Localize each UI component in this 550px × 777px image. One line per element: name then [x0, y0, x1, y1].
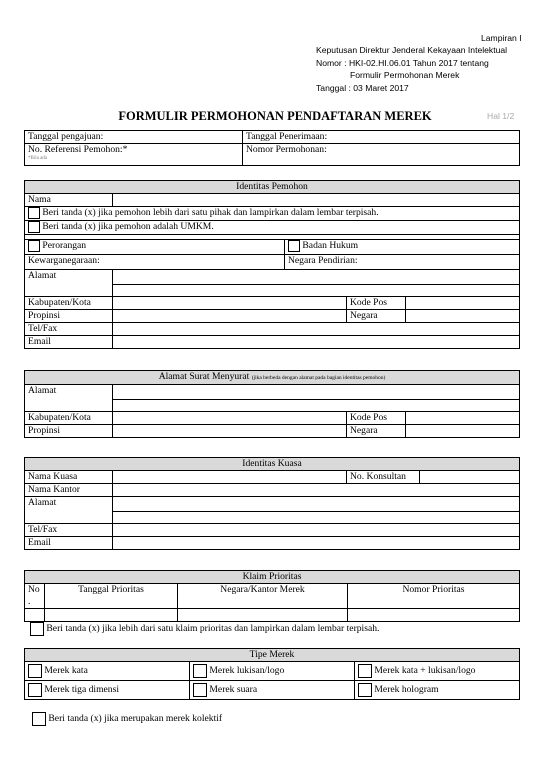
tentang-label: Formulir Permohonan Merek	[350, 70, 460, 80]
merek-hologram-label: Merek hologram	[374, 684, 439, 695]
umkm-checkbox[interactable]	[28, 221, 40, 233]
alamat-surat-heading: Alamat Surat Menyurat	[158, 371, 250, 382]
merek-hologram-checkbox[interactable]	[358, 683, 372, 697]
merek-suara-checkbox[interactable]	[193, 683, 207, 697]
col-no	[25, 584, 45, 609]
merek-kata-label: Merek kata	[44, 665, 88, 676]
merek-kolektif-checkbox[interactable]	[32, 712, 46, 726]
negara-label: Negara	[347, 310, 406, 323]
identitas-pemohon-table	[24, 180, 520, 349]
surat-propinsi-input[interactable]	[113, 425, 347, 438]
identitas-kuasa-table	[24, 457, 520, 550]
surat-alamat-label: Alamat	[25, 385, 113, 412]
alamat-surat-table	[24, 370, 520, 438]
telfax-label: Tel/Fax	[25, 323, 113, 336]
surat-kode-pos-input[interactable]	[406, 412, 520, 425]
surat-kabupaten-label: Kabupaten/Kota	[25, 412, 113, 425]
kuasa-telfax-label: Tel/Fax	[25, 524, 113, 537]
merek-lukisan-checkbox[interactable]	[193, 664, 207, 678]
merek-hologram-option	[355, 681, 520, 700]
merek-suara-label: Merek suara	[209, 684, 258, 695]
col-no-dot: .	[28, 596, 31, 607]
umkm-label: Beri tanda (x) jika pemohon adalah UMKM.	[42, 221, 214, 233]
nama-kantor-label: Nama Kantor	[25, 484, 113, 497]
merek-kolektif-row	[32, 712, 222, 726]
surat-negara-input[interactable]	[406, 425, 520, 438]
no-referensi-field[interactable]	[25, 144, 243, 166]
merek-kata-option	[25, 662, 190, 681]
propinsi-input[interactable]	[113, 310, 347, 323]
negara-pendirian-field[interactable]: Negara Pendirian:	[285, 255, 520, 270]
nama-kuasa-label: Nama Kuasa	[25, 471, 113, 484]
kewarganegaraan-field[interactable]: Kewarganegaraan:	[25, 255, 285, 270]
nama-input[interactable]	[113, 194, 520, 207]
lampiran-label: Lampiran I	[481, 33, 522, 43]
kuasa-telfax-input[interactable]	[113, 524, 520, 537]
alamat-surat-heading-cell	[25, 371, 520, 385]
col-negara-kantor: Negara/Kantor Merek	[178, 584, 348, 609]
merek-kata-lukisan-option	[355, 662, 520, 681]
merek-tiga-dimensi-label: Merek tiga dimensi	[44, 684, 120, 695]
no-konsultan-input[interactable]	[420, 471, 520, 484]
prioritas-nomor-input[interactable]	[348, 609, 520, 622]
badan-hukum-label: Badan Hukum	[302, 240, 359, 252]
badan-hukum-row	[285, 240, 520, 255]
nomor-label: Nomor : HKI-02.HI.06.01 Tahun 2017 tentang	[316, 58, 489, 68]
prioritas-no-input[interactable]	[25, 609, 45, 622]
tanggal-pengajuan-field[interactable]: Tanggal pengajuan:	[25, 131, 243, 144]
nomor-permohonan-field[interactable]: Nomor Permohonan:	[243, 144, 520, 166]
merek-kata-lukisan-checkbox[interactable]	[358, 664, 372, 678]
surat-negara-label: Negara	[347, 425, 406, 438]
multi-prioritas-row	[30, 622, 379, 636]
tanggal-label: Tanggal : 03 Maret 2017	[316, 83, 409, 93]
surat-propinsi-label: Propinsi	[25, 425, 113, 438]
merek-suara-option	[190, 681, 355, 700]
perorangan-label: Perorangan	[42, 240, 87, 252]
identitas-kuasa-heading: Identitas Kuasa	[25, 458, 520, 471]
kuasa-email-input[interactable]	[113, 537, 520, 550]
kuasa-alamat-input-2[interactable]	[113, 512, 520, 524]
merek-tiga-dimensi-checkbox[interactable]	[28, 683, 42, 697]
kuasa-alamat-input-1[interactable]	[113, 497, 520, 512]
kabupaten-input[interactable]	[113, 297, 347, 310]
identitas-pemohon-heading: Identitas Pemohon	[25, 181, 520, 194]
kuasa-alamat-label: Alamat	[25, 497, 113, 524]
merek-lukisan-option	[190, 662, 355, 681]
bila-ada-note: *Bila ada	[28, 156, 48, 161]
multi-pemohon-label: Beri tanda (x) jika pemohon lebih dari satu pihak dan lampirkan dalam lembar terpisah.	[42, 207, 379, 219]
telfax-input[interactable]	[113, 323, 520, 336]
no-referensi-label: No. Referensi Pemohon:*	[28, 144, 128, 155]
form-title: FORMULIR PERMOHONAN PENDAFTARAN MEREK	[118, 109, 432, 123]
multi-pemohon-checkbox[interactable]	[28, 207, 40, 219]
klaim-prioritas-table	[24, 570, 520, 622]
nama-kantor-input[interactable]	[113, 484, 520, 497]
surat-alamat-input-2[interactable]	[113, 400, 520, 412]
page-number: Hal 1/2	[487, 111, 515, 121]
surat-kabupaten-input[interactable]	[113, 412, 347, 425]
umkm-row	[25, 221, 520, 235]
alamat-input-2[interactable]	[113, 285, 520, 297]
alamat-surat-note: (jika berbeda dengan alamat pada bagian identitas pemohon)	[251, 375, 386, 381]
registration-info-table	[24, 130, 520, 166]
kabupaten-label: Kabupaten/Kota	[25, 297, 113, 310]
merek-lukisan-label: Merek lukisan/logo	[209, 665, 285, 676]
alamat-label: Alamat	[25, 270, 113, 297]
email-input[interactable]	[113, 336, 520, 349]
alamat-input-1[interactable]	[113, 270, 520, 285]
tipe-merek-heading: Tipe Merek	[25, 649, 520, 662]
surat-alamat-input-1[interactable]	[113, 385, 520, 400]
multi-prioritas-checkbox[interactable]	[30, 622, 44, 636]
tanggal-penerimaan-field[interactable]: Tanggal Penerimaan:	[243, 131, 520, 144]
perorangan-checkbox[interactable]	[28, 240, 40, 252]
merek-tiga-dimensi-option	[25, 681, 190, 700]
kuasa-email-label: Email	[25, 537, 113, 550]
kode-pos-input[interactable]	[406, 297, 520, 310]
negara-input[interactable]	[406, 310, 520, 323]
keputusan-label: Keputusan Direktur Jenderal Kekayaan Intelektual	[316, 45, 508, 55]
klaim-prioritas-heading: Klaim Prioritas	[25, 571, 520, 584]
propinsi-label: Propinsi	[25, 310, 113, 323]
col-nomor-prioritas: Nomor Prioritas	[348, 584, 520, 609]
no-konsultan-label: No. Konsultan	[347, 471, 420, 484]
multi-pemohon-row	[25, 207, 520, 221]
email-label: Email	[25, 336, 113, 349]
kode-pos-label: Kode Pos	[347, 297, 406, 310]
prioritas-negara-input[interactable]	[178, 609, 348, 622]
tipe-merek-table	[24, 648, 520, 700]
merek-kata-checkbox[interactable]	[28, 664, 42, 678]
col-tanggal-prioritas: Tanggal Prioritas	[45, 584, 178, 609]
perorangan-row	[25, 240, 285, 255]
surat-kode-pos-label: Kode Pos	[347, 412, 406, 425]
col-no-label: No	[28, 584, 40, 595]
badan-hukum-checkbox[interactable]	[288, 240, 300, 252]
merek-kolektif-label: Beri tanda (x) jika merupakan merek kolektif	[48, 713, 223, 725]
prioritas-tanggal-input[interactable]	[45, 609, 178, 622]
multi-prioritas-label: Beri tanda (x) jika lebih dari satu klaim prioritas dan lampirkan dalam lembar terpisah.	[46, 623, 380, 635]
nama-kuasa-input[interactable]	[113, 471, 347, 484]
nama-label: Nama	[25, 194, 113, 207]
merek-kata-lukisan-label: Merek kata + lukisan/logo	[374, 665, 476, 676]
